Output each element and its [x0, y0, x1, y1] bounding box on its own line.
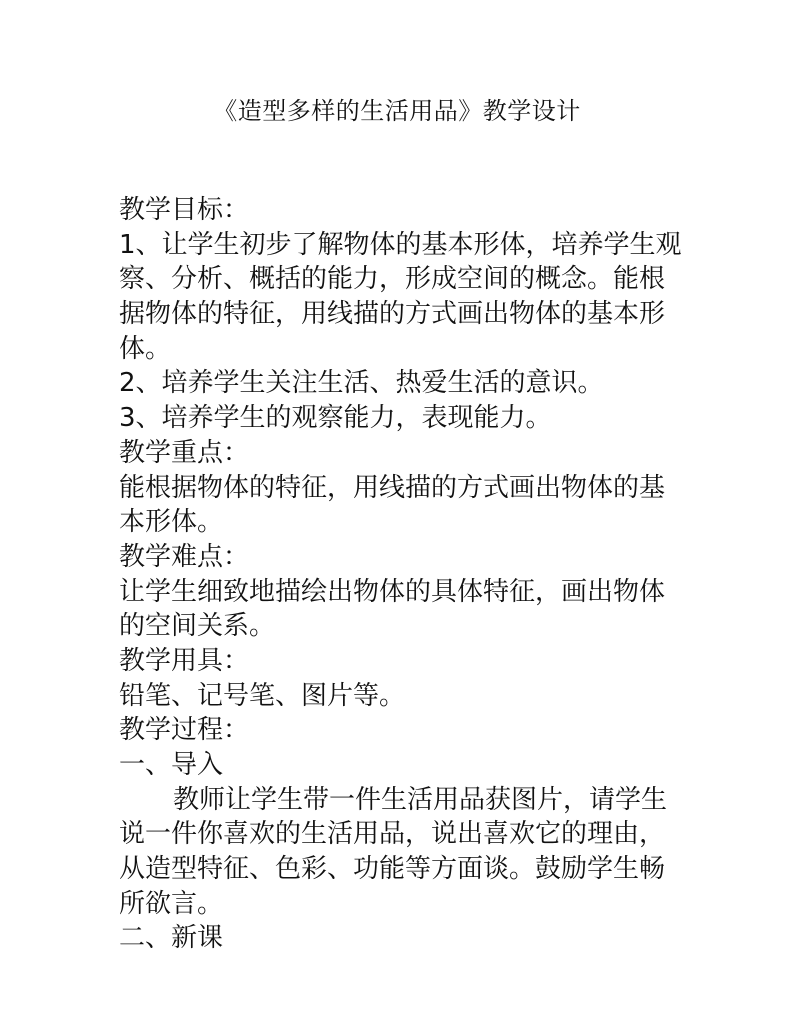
body-line: 1、让学生初步了解物体的基本形体，培养学生观: [119, 229, 682, 260]
body-line: 本形体。: [119, 507, 224, 538]
body-line: 的空间关系。: [119, 611, 276, 642]
body-line: 所欲言。: [119, 888, 224, 919]
body-line: 据物体的特征，用线描的方式画出物体的基本形: [119, 299, 666, 330]
section-heading-objectives: 教学目标：: [119, 195, 250, 225]
subsection-heading-new-lesson: 二、新课: [119, 923, 224, 954]
body-line: 2、培养学生关注生活、热爱生活的意识。: [119, 368, 604, 399]
section-heading-difficulties: 教学难点：: [119, 541, 250, 572]
body-line: 3、培养学生的观察能力，表现能力。: [119, 403, 552, 434]
body-line-indented: 教师让学生带一件生活用品获图片，请学生: [173, 784, 668, 815]
body-line: 能根据物体的特征，用线描的方式画出物体的基: [119, 472, 666, 503]
body-line: 从造型特征、色彩、功能等方面谈。鼓励学生畅: [119, 854, 666, 885]
body-line: 察、分析、概括的能力，形成空间的概念。能根: [119, 264, 666, 295]
section-heading-tools: 教学用具：: [119, 645, 250, 676]
section-heading-process: 教学过程：: [119, 715, 250, 746]
body-line: 铅笔、记号笔、图片等。: [119, 680, 406, 711]
section-heading-key-points: 教学重点：: [119, 437, 250, 468]
document-title: 《造型多样的生活用品》教学设计: [213, 97, 581, 125]
subsection-heading-intro: 一、导入: [119, 750, 224, 780]
body-line: 说一件你喜欢的生活用品，说出喜欢它的理由，: [119, 819, 666, 850]
body-line: 体。: [119, 333, 172, 364]
body-line: 让学生细致地描绘出物体的具体特征，画出物体: [119, 576, 666, 607]
document-body: [119, 193, 682, 956]
